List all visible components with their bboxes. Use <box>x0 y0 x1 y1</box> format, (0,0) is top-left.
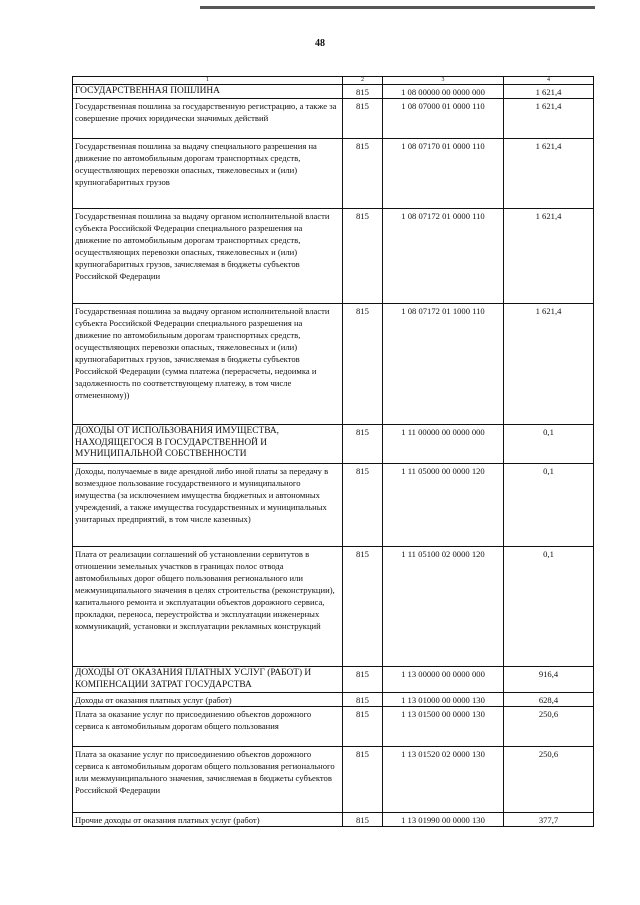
row-sum: 377,7 <box>504 813 594 827</box>
row-kbk: 1 13 01990 00 0000 130 <box>383 813 504 827</box>
row-kbk: 1 08 00000 00 0000 000 <box>383 85 504 99</box>
row-code: 815 <box>343 813 383 827</box>
row-sum: 1 621,4 <box>504 99 594 139</box>
table-row <box>73 209 594 304</box>
scan-artifact-line <box>200 6 595 9</box>
header-col-1: 1 <box>73 77 343 85</box>
row-kbk: 1 13 01520 02 0000 130 <box>383 747 504 813</box>
row-code: 815 <box>343 693 383 707</box>
table-row <box>73 667 594 693</box>
row-name: Государственная пошлина за выдачу специального разрешения на движение по автомобильным дорогам транспортных средств, осуществляющих перевозки опасных, тяжеловесных и (или) крупногабаритных грузов <box>73 139 343 209</box>
table-row <box>73 304 594 425</box>
row-sum: 250,6 <box>504 707 594 747</box>
row-name: Плата от реализации соглашений об установлении сервитутов в отношении земельных участков в границах полос отвода автомобильных дорог общего пользования регионального или межмуниципального значения в целях строительства (реконструкции), капитального ремонта и эксплуатации объектов дорожного сервиса, прокладки, переноса, переустройства и эксплуатации инженерных коммуникаций, установки и эксплуатации рекламных конструкций <box>73 547 343 667</box>
row-name: Доходы от оказания платных услуг (работ) <box>73 693 343 707</box>
row-kbk: 1 11 05000 00 0000 120 <box>383 464 504 547</box>
table-row <box>73 99 594 139</box>
row-kbk: 1 11 00000 00 0000 000 <box>383 425 504 464</box>
row-sum: 0,1 <box>504 464 594 547</box>
row-code: 815 <box>343 139 383 209</box>
row-kbk: 1 13 00000 00 0000 000 <box>383 667 504 693</box>
row-code: 815 <box>343 85 383 99</box>
row-code: 815 <box>343 209 383 304</box>
row-name: Государственная пошлина за выдачу органом исполнительной власти субъекта Российской Федерации специального разрешения на движение по автомобильным дорогам транспортных средств, осуществляющих перевозки опасных, тяжеловесных и (или) крупногабаритных грузов, зачисляемая в бюджеты субъектов Российской Федерации <box>73 209 343 304</box>
row-name: ГОСУДАРСТВЕННАЯ ПОШЛИНА <box>73 85 343 99</box>
row-name: ДОХОДЫ ОТ ИСПОЛЬЗОВАНИЯ ИМУЩЕСТВА, НАХОДЯЩЕГОСЯ В ГОСУДАРСТВЕННОЙ И МУНИЦИПАЛЬНОЙ СОБСТВЕННОСТИ <box>73 425 343 464</box>
row-code: 815 <box>343 547 383 667</box>
row-code: 815 <box>343 747 383 813</box>
table-row <box>73 85 594 99</box>
table-row <box>73 464 594 547</box>
table-row <box>73 813 594 827</box>
row-name: Плата за оказание услуг по присоединению объектов дорожного сервиса к автомобильным дорогам общего пользования <box>73 707 343 747</box>
row-code: 815 <box>343 667 383 693</box>
row-name: Плата за оказание услуг по присоединению объектов дорожного сервиса к автомобильным дорогам общего пользования регионального или межмуниципального значения, зачисляемая в бюджеты субъектов Российской Федерации <box>73 747 343 813</box>
row-sum: 250,6 <box>504 747 594 813</box>
table-row <box>73 425 594 464</box>
row-name: Государственная пошлина за выдачу органом исполнительной власти субъекта Российской Федерации специального разрешения на движение по автомобильным дорогам транспортных средств, осуществляющих перевозки опасных, тяжеловесных и (или) крупногабаритных грузов, зачисляемая в бюджеты субъектов Российской Федерации (сумма платежа (перерасчеты, недоимка и задолженность по соответствующему платежу, в том числе отмененному)) <box>73 304 343 425</box>
row-code: 815 <box>343 304 383 425</box>
row-sum: 628,4 <box>504 693 594 707</box>
row-kbk: 1 08 07172 01 0000 110 <box>383 209 504 304</box>
row-kbk: 1 08 07170 01 0000 110 <box>383 139 504 209</box>
header-col-4: 4 <box>504 77 594 85</box>
table-row <box>73 547 594 667</box>
row-kbk: 1 08 07000 01 0000 110 <box>383 99 504 139</box>
row-sum: 1 621,4 <box>504 304 594 425</box>
page-number: 48 <box>315 38 325 49</box>
table-header-row <box>73 77 594 85</box>
row-kbk: 1 11 05100 02 0000 120 <box>383 547 504 667</box>
row-sum: 1 621,4 <box>504 85 594 99</box>
row-sum: 1 621,4 <box>504 209 594 304</box>
table-row <box>73 139 594 209</box>
row-sum: 1 621,4 <box>504 139 594 209</box>
row-code: 815 <box>343 425 383 464</box>
row-kbk: 1 13 01000 00 0000 130 <box>383 693 504 707</box>
table-row <box>73 707 594 747</box>
row-name: Государственная пошлина за государственную регистрацию, а также за совершение прочих юридически значимых действий <box>73 99 343 139</box>
budget-revenue-table <box>72 76 594 827</box>
row-kbk: 1 08 07172 01 1000 110 <box>383 304 504 425</box>
row-sum: 0,1 <box>504 425 594 464</box>
table-row <box>73 747 594 813</box>
row-name: Доходы, получаемые в виде арендной либо иной платы за передачу в возмездное пользование государственного и муниципального имущества (за исключением имущества бюджетных и автономных учреждений, а также имущества государственных и муниципальных унитарных предприятий, в том числе казенных) <box>73 464 343 547</box>
row-sum: 916,4 <box>504 667 594 693</box>
row-code: 815 <box>343 99 383 139</box>
row-name: ДОХОДЫ ОТ ОКАЗАНИЯ ПЛАТНЫХ УСЛУГ (РАБОТ) И КОМПЕНСАЦИИ ЗАТРАТ ГОСУДАРСТВА <box>73 667 343 693</box>
row-kbk: 1 13 01500 00 0000 130 <box>383 707 504 747</box>
row-code: 815 <box>343 707 383 747</box>
header-col-2: 2 <box>343 77 383 85</box>
row-sum: 0,1 <box>504 547 594 667</box>
row-name: Прочие доходы от оказания платных услуг (работ) <box>73 813 343 827</box>
table-row <box>73 693 594 707</box>
header-col-3: 3 <box>383 77 504 85</box>
row-code: 815 <box>343 464 383 547</box>
